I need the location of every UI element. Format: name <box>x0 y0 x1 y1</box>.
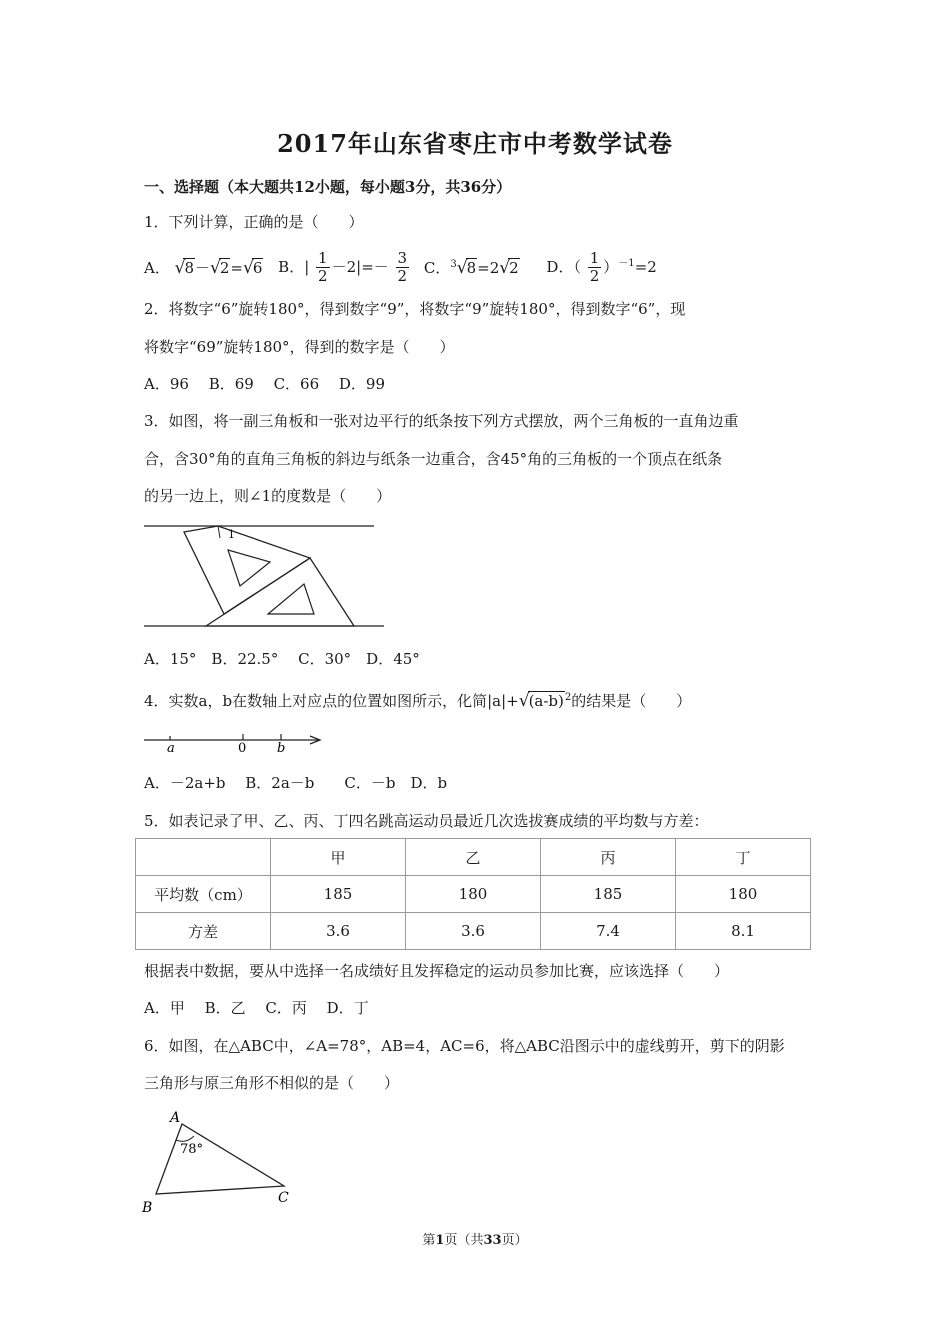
table-cell: 3.6 <box>406 913 541 950</box>
q4-number-line <box>140 728 330 754</box>
q5-followup: 根据表中数据，要从中选择一名成绩好且发挥稳定的运动员参加比赛，应该选择（ ） <box>144 962 730 980</box>
q3-figure <box>140 518 390 630</box>
q6-line-2: 三角形与原三角形不相似的是（ ） <box>144 1074 400 1092</box>
q3-line-3: 的另一边上，则∠1的度数是（ ） <box>144 487 392 505</box>
q5-table <box>135 838 811 950</box>
table-header-cell: 乙 <box>406 839 541 876</box>
section-heading: 一、选择题（本大题共12小题，每小题3分，共36分） <box>144 178 512 196</box>
q3-line-1: 3．如图，将一副三角板和一张对边平行的纸条按下列方式摆放，两个三角板的一直角边重 <box>144 412 739 430</box>
label-0: 0 <box>238 741 247 754</box>
table-row <box>136 876 811 913</box>
table-header-row <box>136 839 811 876</box>
triangle-45-outer <box>206 558 354 626</box>
q2-options: A．96 B．69 C．66 D．99 <box>144 375 386 393</box>
q1-stem: 1．下列计算，正确的是（ ） <box>144 213 364 231</box>
q1-option-b: B．| $\frac{1}{2}$ －2|=－ $\frac{3}{2}$ <box>278 249 408 285</box>
table-cell: 8.1 <box>676 913 811 950</box>
angle-1-label: 1 <box>228 528 235 541</box>
table-cell: 180 <box>406 876 541 913</box>
table-cell: 方差 <box>136 913 271 950</box>
q4-options: A．－2a+b B．2a－b C．－b D．b <box>144 774 448 792</box>
table-header-cell: 丁 <box>676 839 811 876</box>
table-cell: 180 <box>676 876 811 913</box>
q1-options <box>144 250 657 284</box>
label-a: a <box>167 741 175 754</box>
q1-option-c: C．$^3$√8=2√2 <box>423 258 519 278</box>
q6-line-1: 6．如图，在△ABC中，∠A=78°，AB=4，AC=6，将△ABC沿图示中的虚线剪开，剪下的阴影 <box>144 1037 785 1055</box>
q5-options: A．甲 B．乙 C．丙 D．丁 <box>144 999 369 1017</box>
q3-options: A．15° B．22.5° C．30° D．45° <box>144 650 420 668</box>
table-cell: 平均数（cm） <box>136 876 271 913</box>
table-header-cell: 丙 <box>541 839 676 876</box>
q3-line-2: 合，含30°角的直角三角板的斜边与纸条一边重合，含45°角的三角板的一个顶点在纸条 <box>144 450 723 468</box>
table-row <box>136 913 811 950</box>
triangle-abc <box>156 1124 284 1194</box>
table-cell: 185 <box>271 876 406 913</box>
q2-line-2: 将数字“69”旋转180°，得到的数字是（ ） <box>144 338 455 356</box>
triangle-45-inner <box>268 584 314 614</box>
table-cell: 185 <box>541 876 676 913</box>
q4-radicand: (a-b) <box>528 692 564 710</box>
table-header-cell <box>136 839 271 876</box>
table-cell: 7.4 <box>541 913 676 950</box>
label-b: b <box>277 741 286 754</box>
page-footer: 第1页（共33页） <box>422 1233 528 1248</box>
q1-option-a: A． √8－√2=√6 <box>144 258 263 278</box>
q5-stem: 5．如表记录了甲、乙、丙、丁四名跳高运动员最近几次选拔赛成绩的平均数与方差： <box>144 812 709 830</box>
vertex-label-a: A <box>170 1110 181 1126</box>
vertex-label-b: B <box>142 1200 153 1216</box>
q6-triangle-figure <box>138 1106 308 1218</box>
angle-label: 78° <box>180 1142 204 1157</box>
page-title: 2017年山东省枣庄市中考数学试卷 <box>277 129 673 158</box>
q2-line-1: 2．将数字“6”旋转180°，得到数字“9”，将数字“9”旋转180°，得到数字“6”，现 <box>144 300 686 318</box>
q1-option-d: D．（ $\frac{1}{2}$ ）$^{-1}$=2 <box>546 249 657 285</box>
table-cell: 3.6 <box>271 913 406 950</box>
angle-a-arc <box>176 1136 194 1141</box>
triangle-30-inner <box>228 550 270 586</box>
q4-stem: 4．实数a，b在数轴上对应点的位置如图所示，化简$|a|+√(a-b)^2$的结果是（ ） <box>144 691 692 711</box>
vertex-label-c: C <box>278 1190 289 1206</box>
table-header-cell: 甲 <box>271 839 406 876</box>
angle-1-mark <box>218 526 220 538</box>
